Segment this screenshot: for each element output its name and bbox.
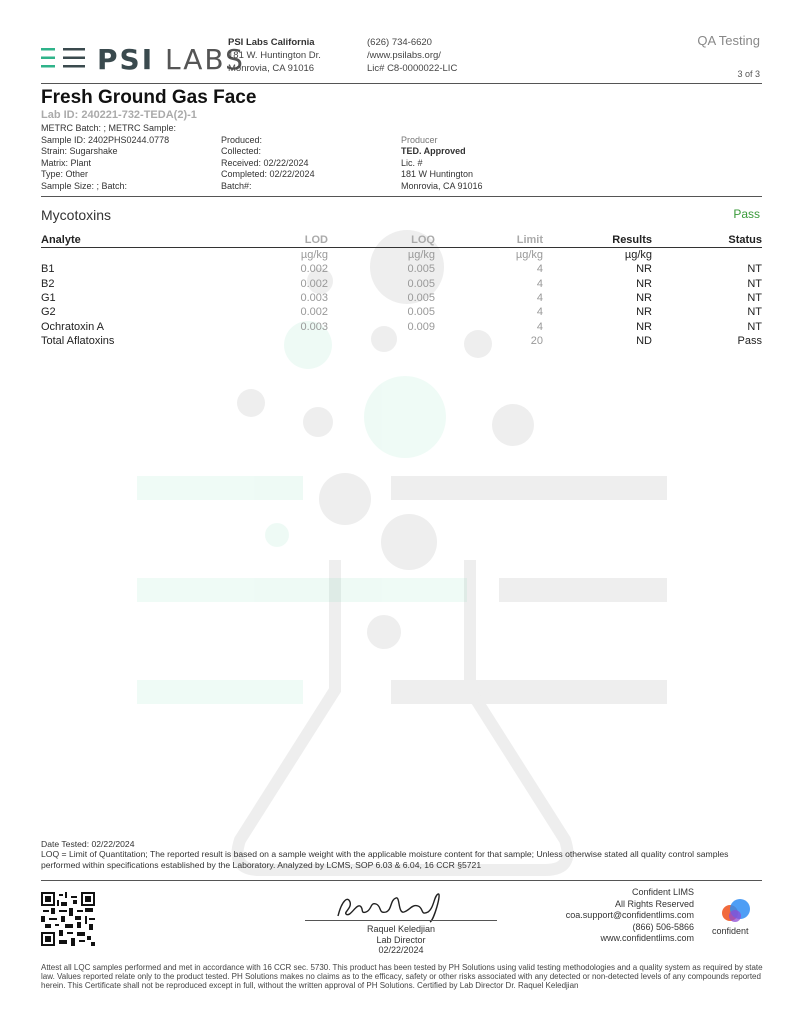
lod-cell: 0.003 xyxy=(300,320,328,333)
producer-license: Lic. # xyxy=(401,157,423,168)
produced-date: Produced: xyxy=(221,134,263,145)
producer-label: Producer xyxy=(401,134,438,145)
section-title: Mycotoxins xyxy=(41,207,112,223)
analyte-cell: Ochratoxin A xyxy=(41,320,104,333)
table-row xyxy=(41,262,762,276)
signature-icon xyxy=(330,890,460,924)
disclaimer-text: Attest all LQC samples performed and met in accordance with 16 CCR sec. 5730. This product has been tested by PH Solutions using valid testing methodologies and a quality system as required by state law. Values reported relate only to the product tested. PH Solutions makes no claims as to the efficacy, safety or other risks associated with any detected or non-detected levels of any compounds reported herein. This Certificate shall not be reproduced except in full, without the written approval of PH Solutions. Certified by Lab Director Dr. Raquel Keledjian xyxy=(41,963,763,990)
received-date: Received: 02/22/2024 xyxy=(221,157,309,168)
lims-email[interactable]: coa.support@confidentlims.com xyxy=(565,910,694,920)
limit-cell: 4 xyxy=(536,292,543,305)
status-cell: Pass xyxy=(737,334,762,347)
lims-phone: (866) 506-5866 xyxy=(632,921,694,932)
header-limit: Limit xyxy=(435,233,543,248)
product-name: Fresh Ground Gas Face xyxy=(41,87,257,108)
sample-meta-col1 xyxy=(41,123,176,192)
collected-date: Collected: xyxy=(221,146,262,156)
table-header-row xyxy=(41,233,762,248)
header-loq: LOQ xyxy=(328,233,435,248)
signed-date: 02/22/2024 xyxy=(378,945,424,955)
completed-date: Completed: 02/22/2024 xyxy=(221,169,315,179)
sample-divider xyxy=(41,196,762,197)
units-row xyxy=(41,248,762,263)
lab-address-line1: 181 W. Huntington Dr. xyxy=(228,50,321,61)
lab-license: Lic# C8-0000022-LIC xyxy=(367,63,458,74)
page-number: 3 of 3 xyxy=(737,69,760,79)
table-row xyxy=(41,334,762,348)
lims-contact-block xyxy=(566,887,694,945)
result-cell: NR xyxy=(636,306,652,319)
lims-website[interactable]: www.confidentlims.com xyxy=(600,933,694,943)
loq-cell: 0.005 xyxy=(407,306,435,319)
footer-notes xyxy=(41,839,766,870)
header-status: Status xyxy=(652,233,762,248)
strain: Strain: Sugarshake xyxy=(41,146,118,156)
lab-address-line2: Monrovia, CA 91016 xyxy=(228,63,315,74)
loq-note: LOQ = Limit of Quantitation; The reported result is based on a sample weight with the applicable moisture content for that sample; Unless otherwise stated all quality control samples performed within specifications established by the Laboratory. Analyzed by LCMS, SOP 6.03 & 6.04, 16 CCR §5721 xyxy=(41,849,729,870)
limit-cell: 4 xyxy=(536,263,543,276)
producer-name: TED. Approved xyxy=(401,146,466,156)
lod-cell: 0.002 xyxy=(300,306,328,319)
metrc-batch: METRC Batch: ; METRC Sample: xyxy=(41,123,177,133)
analyte-cell: G1 xyxy=(41,292,56,305)
loq-cell: 0.005 xyxy=(407,263,435,276)
psi-labs-logo xyxy=(97,43,245,76)
confident-logo-icon xyxy=(716,898,756,924)
producer-address-line1: 181 W Huntington xyxy=(401,169,474,179)
sample-meta-col2 xyxy=(221,135,315,193)
table-row xyxy=(41,319,762,333)
lod-cell: 0.002 xyxy=(300,277,328,290)
limit-cell: 4 xyxy=(536,277,543,290)
signature-line xyxy=(305,920,497,921)
lab-id: Lab ID: 240221-732-TEDA(2)-1 xyxy=(41,109,197,121)
status-cell: NT xyxy=(747,320,762,333)
sample-id: Sample ID: 2402PHS0244.0778 xyxy=(41,134,170,145)
loq-cell: 0.009 xyxy=(407,320,435,333)
confident-wordmark: confident xyxy=(712,926,749,936)
header-divider xyxy=(41,83,762,84)
lab-address-block xyxy=(228,36,321,75)
logo-strong: PSI xyxy=(97,43,155,76)
date-tested: Date Tested: 02/22/2024 xyxy=(41,839,135,849)
status-cell: NT xyxy=(747,292,762,305)
doc-type: QA Testing xyxy=(697,33,760,48)
signer-block xyxy=(305,924,497,956)
limit-cell: 4 xyxy=(536,306,543,319)
result-cell: NR xyxy=(636,292,652,305)
matrix: Matrix: Plant xyxy=(41,157,92,168)
loq-cell: 0.005 xyxy=(407,277,435,290)
header-analyte: Analyte xyxy=(41,233,221,248)
signer-title: Lab Director xyxy=(376,934,426,945)
loq-cell: 0.005 xyxy=(407,292,435,305)
qr-code-icon[interactable] xyxy=(41,892,95,946)
status-cell: NT xyxy=(747,277,762,290)
signer-name: Raquel Keledjian xyxy=(366,924,436,934)
limit-cell: 20 xyxy=(530,334,543,347)
producer-block xyxy=(401,135,483,193)
mycotoxins-table xyxy=(41,233,762,348)
unit-limit: µg/kg xyxy=(515,249,543,262)
result-cell: NR xyxy=(636,263,652,276)
header-results: Results xyxy=(543,233,652,248)
unit-status xyxy=(652,248,762,263)
psi-logo-icon xyxy=(41,47,85,69)
batch-number: Batch#: xyxy=(221,180,252,191)
analyte-cell: G2 xyxy=(41,306,56,319)
logo-thin: LABS xyxy=(165,43,245,76)
table-row xyxy=(41,277,762,291)
table-row xyxy=(41,291,762,305)
limit-cell: 4 xyxy=(536,320,543,333)
unit-lod: µg/kg xyxy=(300,249,328,262)
unit-loq: µg/kg xyxy=(407,249,435,262)
lod-cell: 0.002 xyxy=(300,263,328,276)
lab-website[interactable]: /www.psilabs.org/ xyxy=(367,50,441,61)
unit-results: µg/kg xyxy=(624,249,652,262)
sample-size: Sample Size: ; Batch: xyxy=(41,180,128,191)
loq-cell xyxy=(328,334,435,348)
status-cell: NT xyxy=(747,263,762,276)
footer-divider xyxy=(41,880,762,881)
lod-cell xyxy=(221,334,328,348)
analyte-cell: B2 xyxy=(41,277,55,290)
result-cell: NR xyxy=(636,320,652,333)
lab-phone: (626) 734-6620 xyxy=(367,37,432,48)
section-status-badge: Pass xyxy=(733,207,760,221)
lab-name: PSI Labs California xyxy=(228,37,315,48)
type: Type: Other xyxy=(41,169,89,179)
result-cell: NR xyxy=(636,277,652,290)
header-lod: LOD xyxy=(221,233,328,248)
lims-rights: All Rights Reserved xyxy=(614,898,694,909)
analyte-cell: B1 xyxy=(41,263,55,276)
lab-contact-block xyxy=(367,36,457,75)
producer-address-line2: Monrovia, CA 91016 xyxy=(401,180,483,191)
lims-name: Confident LIMS xyxy=(631,887,694,897)
unit-analyte xyxy=(41,248,221,263)
status-cell: NT xyxy=(747,306,762,319)
result-cell: ND xyxy=(636,334,652,347)
lod-cell: 0.003 xyxy=(300,292,328,305)
table-row xyxy=(41,305,762,319)
analyte-cell: Total Aflatoxins xyxy=(41,334,115,347)
